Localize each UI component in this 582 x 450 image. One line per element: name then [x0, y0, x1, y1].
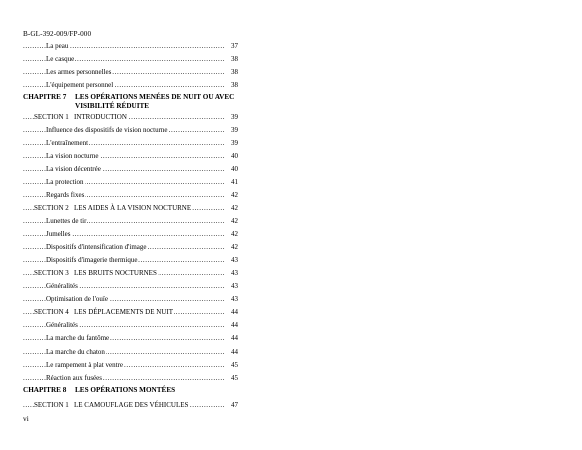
section-number: SECTION 3 — [34, 269, 69, 278]
toc-entry-page: 45 — [231, 373, 238, 382]
toc-entry-page: 44 — [231, 308, 238, 317]
toc-entry-page: 44 — [231, 347, 238, 356]
toc-entry-page: 38 — [231, 81, 238, 90]
toc-entry-title: La marche du fantôme — [46, 332, 110, 345]
chapter-title: LES OPÉRATIONS MENÉES DE NUIT OU AVEC VISIBILITÉ RÉDUITE — [75, 93, 235, 110]
toc-section[interactable] — [23, 202, 238, 215]
toc-entry-title: La vision nocturne — [46, 150, 100, 163]
toc-entry-title: Influence des dispositifs de vision nocturne — [46, 124, 169, 137]
chapter-title: LES OPÉRATIONS MONTÉES — [75, 385, 176, 394]
toc-entry[interactable] — [23, 332, 238, 345]
chapter-heading[interactable] — [23, 386, 238, 400]
toc-entry[interactable] — [23, 319, 238, 332]
toc-entry-title: Les armes personnelles — [46, 66, 112, 79]
toc-entry[interactable] — [23, 293, 238, 306]
toc-entry-title: La marche du chaton — [46, 346, 106, 359]
toc-entry-title: La protection — [46, 176, 85, 189]
toc-section[interactable] — [23, 267, 238, 280]
toc-entry[interactable] — [23, 163, 238, 176]
toc-entry-page: 39 — [231, 125, 238, 134]
toc-entry-page: 42 — [231, 190, 238, 199]
toc-entry-page: 45 — [231, 360, 238, 369]
section-title: LE CAMOUFLAGE DES VÉHICULES — [74, 401, 189, 410]
toc-entry[interactable] — [23, 280, 238, 293]
section-title: LES BRUITS NOCTURNES — [74, 269, 157, 278]
toc-entry[interactable] — [23, 189, 238, 202]
toc-entry-title: Le casque — [46, 53, 75, 66]
section-title: INTRODUCTION — [74, 112, 127, 121]
toc-entry[interactable] — [23, 66, 238, 79]
toc-entry[interactable] — [23, 372, 238, 385]
toc-entry-title: Réaction aux fusées — [46, 372, 103, 385]
document-reference-header: B-GL-392-009/FP-000 — [23, 30, 92, 38]
toc-entry-page: 39 — [231, 112, 238, 121]
toc-entry[interactable] — [23, 215, 238, 228]
toc-entry-page: 47 — [231, 401, 238, 410]
toc-entry[interactable] — [23, 359, 238, 372]
toc-entry-page: 39 — [231, 138, 238, 147]
toc-entry[interactable] — [23, 150, 238, 163]
toc-entry[interactable] — [23, 79, 238, 92]
toc-entry-page: 44 — [231, 334, 238, 343]
toc-entry-page: 43 — [231, 269, 238, 278]
toc-entry[interactable] — [23, 254, 238, 267]
page-number-footer: vi — [23, 414, 29, 423]
toc-entry[interactable] — [23, 176, 238, 189]
toc-entry[interactable] — [23, 228, 238, 241]
toc-section[interactable] — [23, 111, 238, 124]
toc-entry-title: Optimisation de l'ouïe — [46, 293, 109, 306]
chapter-number: CHAPITRE 8 — [23, 385, 67, 394]
toc-entry[interactable] — [23, 53, 238, 66]
section-number: SECTION 1 — [34, 112, 69, 121]
toc-entry-page: 43 — [231, 295, 238, 304]
toc-section[interactable] — [23, 399, 238, 412]
toc-entry-title: Dispositifs d'intensification d'image — [46, 241, 148, 254]
chapter-heading[interactable] — [23, 93, 238, 111]
toc-section[interactable] — [23, 306, 238, 319]
toc-entry[interactable] — [23, 40, 238, 53]
section-number: SECTION 1 — [34, 401, 69, 410]
toc-entry-title: La vision décentrée — [46, 163, 102, 176]
toc-entry-page: 42 — [231, 230, 238, 239]
toc-entry-title: Dispositifs d'imagerie thermique — [46, 254, 138, 267]
toc-entry-page: 42 — [231, 217, 238, 226]
toc-entry-title: Le rampement à plat ventre — [46, 359, 124, 372]
toc-entry-page: 43 — [231, 282, 238, 291]
toc-entry[interactable] — [23, 346, 238, 359]
toc-entry-page: 38 — [231, 55, 238, 64]
section-title: LES DÉPLACEMENTS DE NUIT — [74, 308, 173, 317]
toc-entry-page: 44 — [231, 321, 238, 330]
toc-entry-title: Lunettes de tir — [46, 215, 87, 228]
toc-entry[interactable] — [23, 241, 238, 254]
toc-entry-title: Généralités — [46, 319, 79, 332]
toc-entry-page: 41 — [231, 177, 238, 186]
toc-entry-title: L'équipement personnel — [46, 79, 114, 92]
toc-entry-page: 43 — [231, 256, 238, 265]
toc-entry-page: 40 — [231, 151, 238, 160]
toc-entry-title: L'entraînement — [46, 137, 89, 150]
chapter-number: CHAPITRE 7 — [23, 93, 67, 102]
toc-entry-page: 37 — [231, 42, 238, 50]
toc-entry-title: Jumelles — [46, 228, 72, 241]
toc-entry-title: Regards fixes — [46, 189, 85, 202]
toc-entry[interactable] — [23, 137, 238, 150]
toc-entry-page: 42 — [231, 204, 238, 213]
toc-entry[interactable] — [23, 124, 238, 137]
toc-entry-page: 40 — [231, 164, 238, 173]
section-number: SECTION 4 — [34, 308, 69, 317]
toc-entry-title: La peau — [46, 40, 69, 53]
section-number: SECTION 2 — [34, 204, 69, 213]
toc-entry-page: 38 — [231, 68, 238, 77]
section-title: LES AIDES À LA VISION NOCTURNE — [74, 204, 192, 213]
toc-entry-title: Généralités — [46, 280, 79, 293]
toc-entry-page: 42 — [231, 243, 238, 252]
table-of-contents — [23, 40, 238, 412]
